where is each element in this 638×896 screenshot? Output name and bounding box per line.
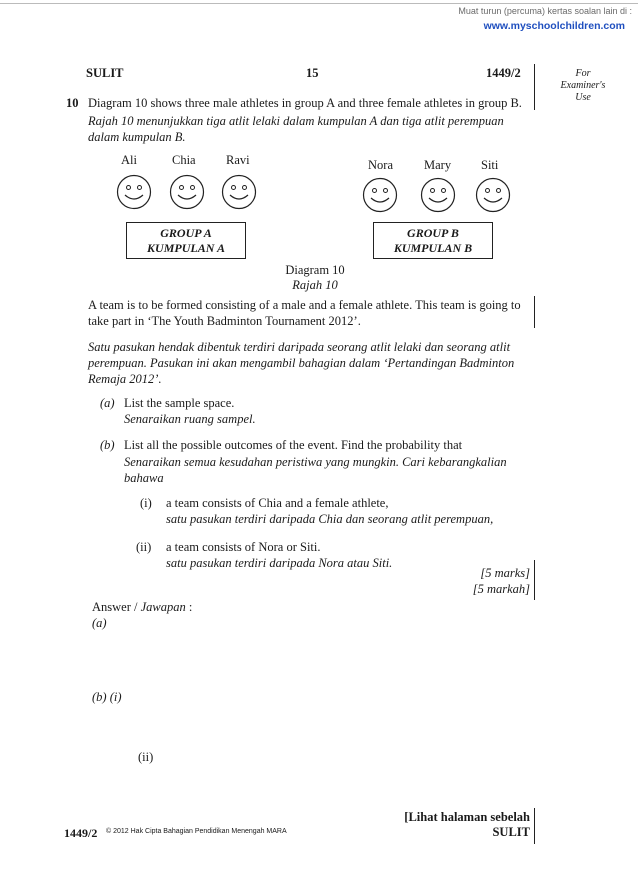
answer-b-i-label: (b) (i)	[92, 690, 122, 704]
team-description-ms: Satu pasukan hendak dibentuk terdiri daripada seorang atlit lelaki dan seorang atlit perempuan. Pasukan ini akan mengambil bahagian dalam ‘Pertandingan Badminton Remaja 2012’.	[88, 340, 515, 386]
part-b-text-ms: Senaraikan semua kesudahan peristiwa yang mungkin. Cari kebarangkalian bahawa	[124, 455, 507, 485]
sub-i-text-en: a team consists of Chia and a female athlete,	[166, 496, 389, 510]
part-b-label: (b)	[100, 438, 115, 452]
group-b-box	[373, 222, 493, 259]
athlete-name-siti: Siti	[481, 158, 499, 172]
group-a-label-ms: KUMPULAN A	[147, 241, 225, 255]
answer-heading: Answer / Jawapan :	[92, 600, 193, 614]
watermark-link[interactable]: www.myschoolchildren.com	[483, 20, 625, 32]
sub-ii-label: (ii)	[136, 540, 152, 554]
footer-paper-code: 1449/2	[64, 826, 98, 840]
question-intro-ms: Rajah 10 menunjukkan tiga atlit lelaki dalam kumpulan A dan tiga atlit perempuan dalam kumpulan B.	[88, 114, 504, 144]
header-sulit: SULIT	[86, 66, 124, 80]
athlete-name-mary: Mary	[424, 158, 452, 172]
smiley-face-icon	[116, 174, 152, 210]
marks-en: [5 marks]	[480, 566, 530, 580]
team-description-en: A team is to be formed consisting of a male and a female athlete. This team is going to take part in ‘The Youth Badminton Tournament 2012’.	[88, 298, 521, 328]
smiley-face-icon	[221, 174, 257, 210]
group-a-label-en: GROUP A	[160, 226, 212, 240]
athlete-name-ali: Ali	[121, 153, 137, 167]
sub-i-label: (i)	[140, 496, 152, 510]
question-number: 10	[66, 96, 79, 110]
footer-next-page: [Lihat halaman sebelah	[404, 810, 530, 824]
sub-i-text-ms: satu pasukan terdiri daripada Chia dan seorang atlit perempuan,	[166, 512, 494, 526]
smiley-face-icon	[475, 177, 511, 213]
smiley-face-icon	[420, 177, 456, 213]
question-intro-en: Diagram 10 shows three male athletes in group A and three female athletes in group B.	[88, 96, 522, 110]
answer-a-label: (a)	[92, 616, 107, 630]
sub-ii-text-ms: satu pasukan terdiri daripada Nora atau Siti.	[166, 556, 393, 570]
margin-rule-top	[534, 64, 535, 110]
answer-ii-label: (ii)	[138, 750, 154, 764]
smiley-face-icon	[169, 174, 205, 210]
header-paper-code: 1449/2	[486, 66, 521, 80]
athlete-name-nora: Nora	[368, 158, 393, 172]
group-a-box	[126, 222, 246, 259]
part-a-text-ms: Senaraikan ruang sampel.	[124, 412, 256, 426]
athlete-name-chia: Chia	[172, 153, 196, 167]
margin-rule-mid	[534, 296, 535, 328]
smiley-face-icon	[362, 177, 398, 213]
sub-ii-text-en: a team consists of Nora or Siti.	[166, 540, 321, 554]
athlete-name-ravi: Ravi	[226, 153, 250, 167]
top-edge-line	[0, 3, 638, 4]
group-b-label-ms: KUMPULAN B	[393, 241, 473, 255]
group-b-label-en: GROUP B	[407, 226, 459, 240]
marks-ms: [5 markah]	[472, 582, 530, 596]
margin-rule-marks	[534, 560, 535, 600]
diagram-caption-en: Diagram 10	[285, 263, 345, 277]
diagram-caption-ms: Rajah 10	[292, 278, 338, 292]
watermark-text: Muat turun (percuma) kertas soalan lain di :	[458, 6, 632, 16]
footer-sulit: SULIT	[492, 825, 530, 839]
part-a-text-en: List the sample space.	[124, 396, 235, 410]
footer-copyright: © 2012 Hak Cipta Bahagian Pendidikan Menengah MARA	[106, 828, 287, 835]
examiner-use-label: For Examiner's Use	[560, 68, 606, 103]
margin-rule-bottom	[534, 808, 535, 844]
header-page-number: 15	[306, 66, 319, 80]
part-a-label: (a)	[100, 396, 115, 410]
part-b-text-en: List all the possible outcomes of the event. Find the probability that	[124, 438, 463, 452]
